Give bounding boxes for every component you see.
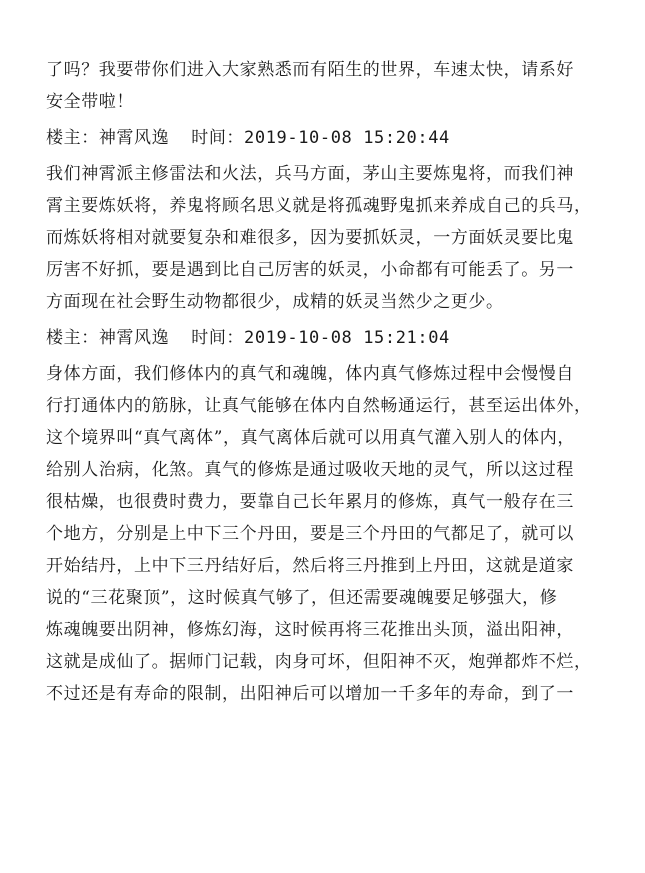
author-name[interactable]: 神霄风逸 [98, 128, 170, 148]
intro-paragraph [46, 54, 606, 118]
author-label: 楼主： [46, 128, 99, 148]
text-line: 这个境界叫“真气离体”，真气离体后就可以用真气灌入别人的体内， [46, 428, 575, 448]
time-label: 时间： [191, 128, 245, 148]
text-line: 不过还是有寿命的限制，出阳神后可以增加一千多年的寿命，到了一 [46, 684, 574, 704]
text-line: 厉害不好抓，要是遇到比自己厉害的妖灵，小命都有可能丢了。另一 [46, 260, 574, 280]
text-line: 炼魂魄要出阴神，修炼幻海，这时候再将三花推出头顶，溢出阳神， [46, 620, 574, 640]
post-timestamp: 2019-10-08 15:20:44 [244, 128, 450, 148]
time-label: 时间： [191, 328, 245, 348]
text-line: 霄主要炼妖将，养鬼将顾名思义就是将孤魂野鬼抓来养成自己的兵马， [46, 196, 592, 216]
text-line: 这就是成仙了。据师门记载，肉身可坏，但阳神不灭，炮弹都炸不烂， [46, 652, 592, 672]
text-line: 方面现在社会野生动物都很少，成精的妖灵当然少之更少。 [46, 292, 504, 312]
text-line: 开始结丹，上中下三丹结好后，然后将三丹推到上丹田，这就是道家 [46, 556, 574, 576]
post-header [46, 322, 606, 354]
author-name[interactable]: 神霄风逸 [98, 328, 170, 348]
text-line: 给别人治病，化煞。真气的修炼是通过吸收天地的灵气，所以这过程 [46, 460, 574, 480]
document-page [46, 54, 606, 710]
author-label: 楼主： [46, 328, 99, 348]
post-timestamp: 2019-10-08 15:21:04 [244, 328, 450, 348]
text-line: 个地方，分别是上中下三个丹田，要是三个丹田的气都足了，就可以 [46, 524, 574, 544]
text-line: 很枯燥，也很费时费力，要靠自己长年累月的修炼，真气一般存在三 [46, 492, 574, 512]
text-line: 身体方面，我们修体内的真气和魂魄，体内真气修炼过程中会慢慢自 [46, 364, 574, 384]
post-body [46, 358, 606, 710]
post-header [46, 122, 606, 154]
text-line: 了吗？我要带你们进入大家熟悉而有陌生的世界，车速太快，请系好 [46, 60, 574, 80]
post-body [46, 158, 606, 318]
text-line: 行打通体内的筋脉，让真气能够在体内自然畅通运行，甚至运出体外， [46, 396, 592, 416]
text-line: 而炼妖将相对就要复杂和难很多，因为要抓妖灵，一方面妖灵要比鬼 [46, 228, 574, 248]
text-line: 我们神霄派主修雷法和火法，兵马方面，茅山主要炼鬼将，而我们神 [46, 164, 574, 184]
text-line: 说的“三花聚顶”，这时候真气够了，但还需要魂魄要足够强大，修 [46, 588, 558, 608]
text-line: 安全带啦！ [46, 92, 134, 112]
